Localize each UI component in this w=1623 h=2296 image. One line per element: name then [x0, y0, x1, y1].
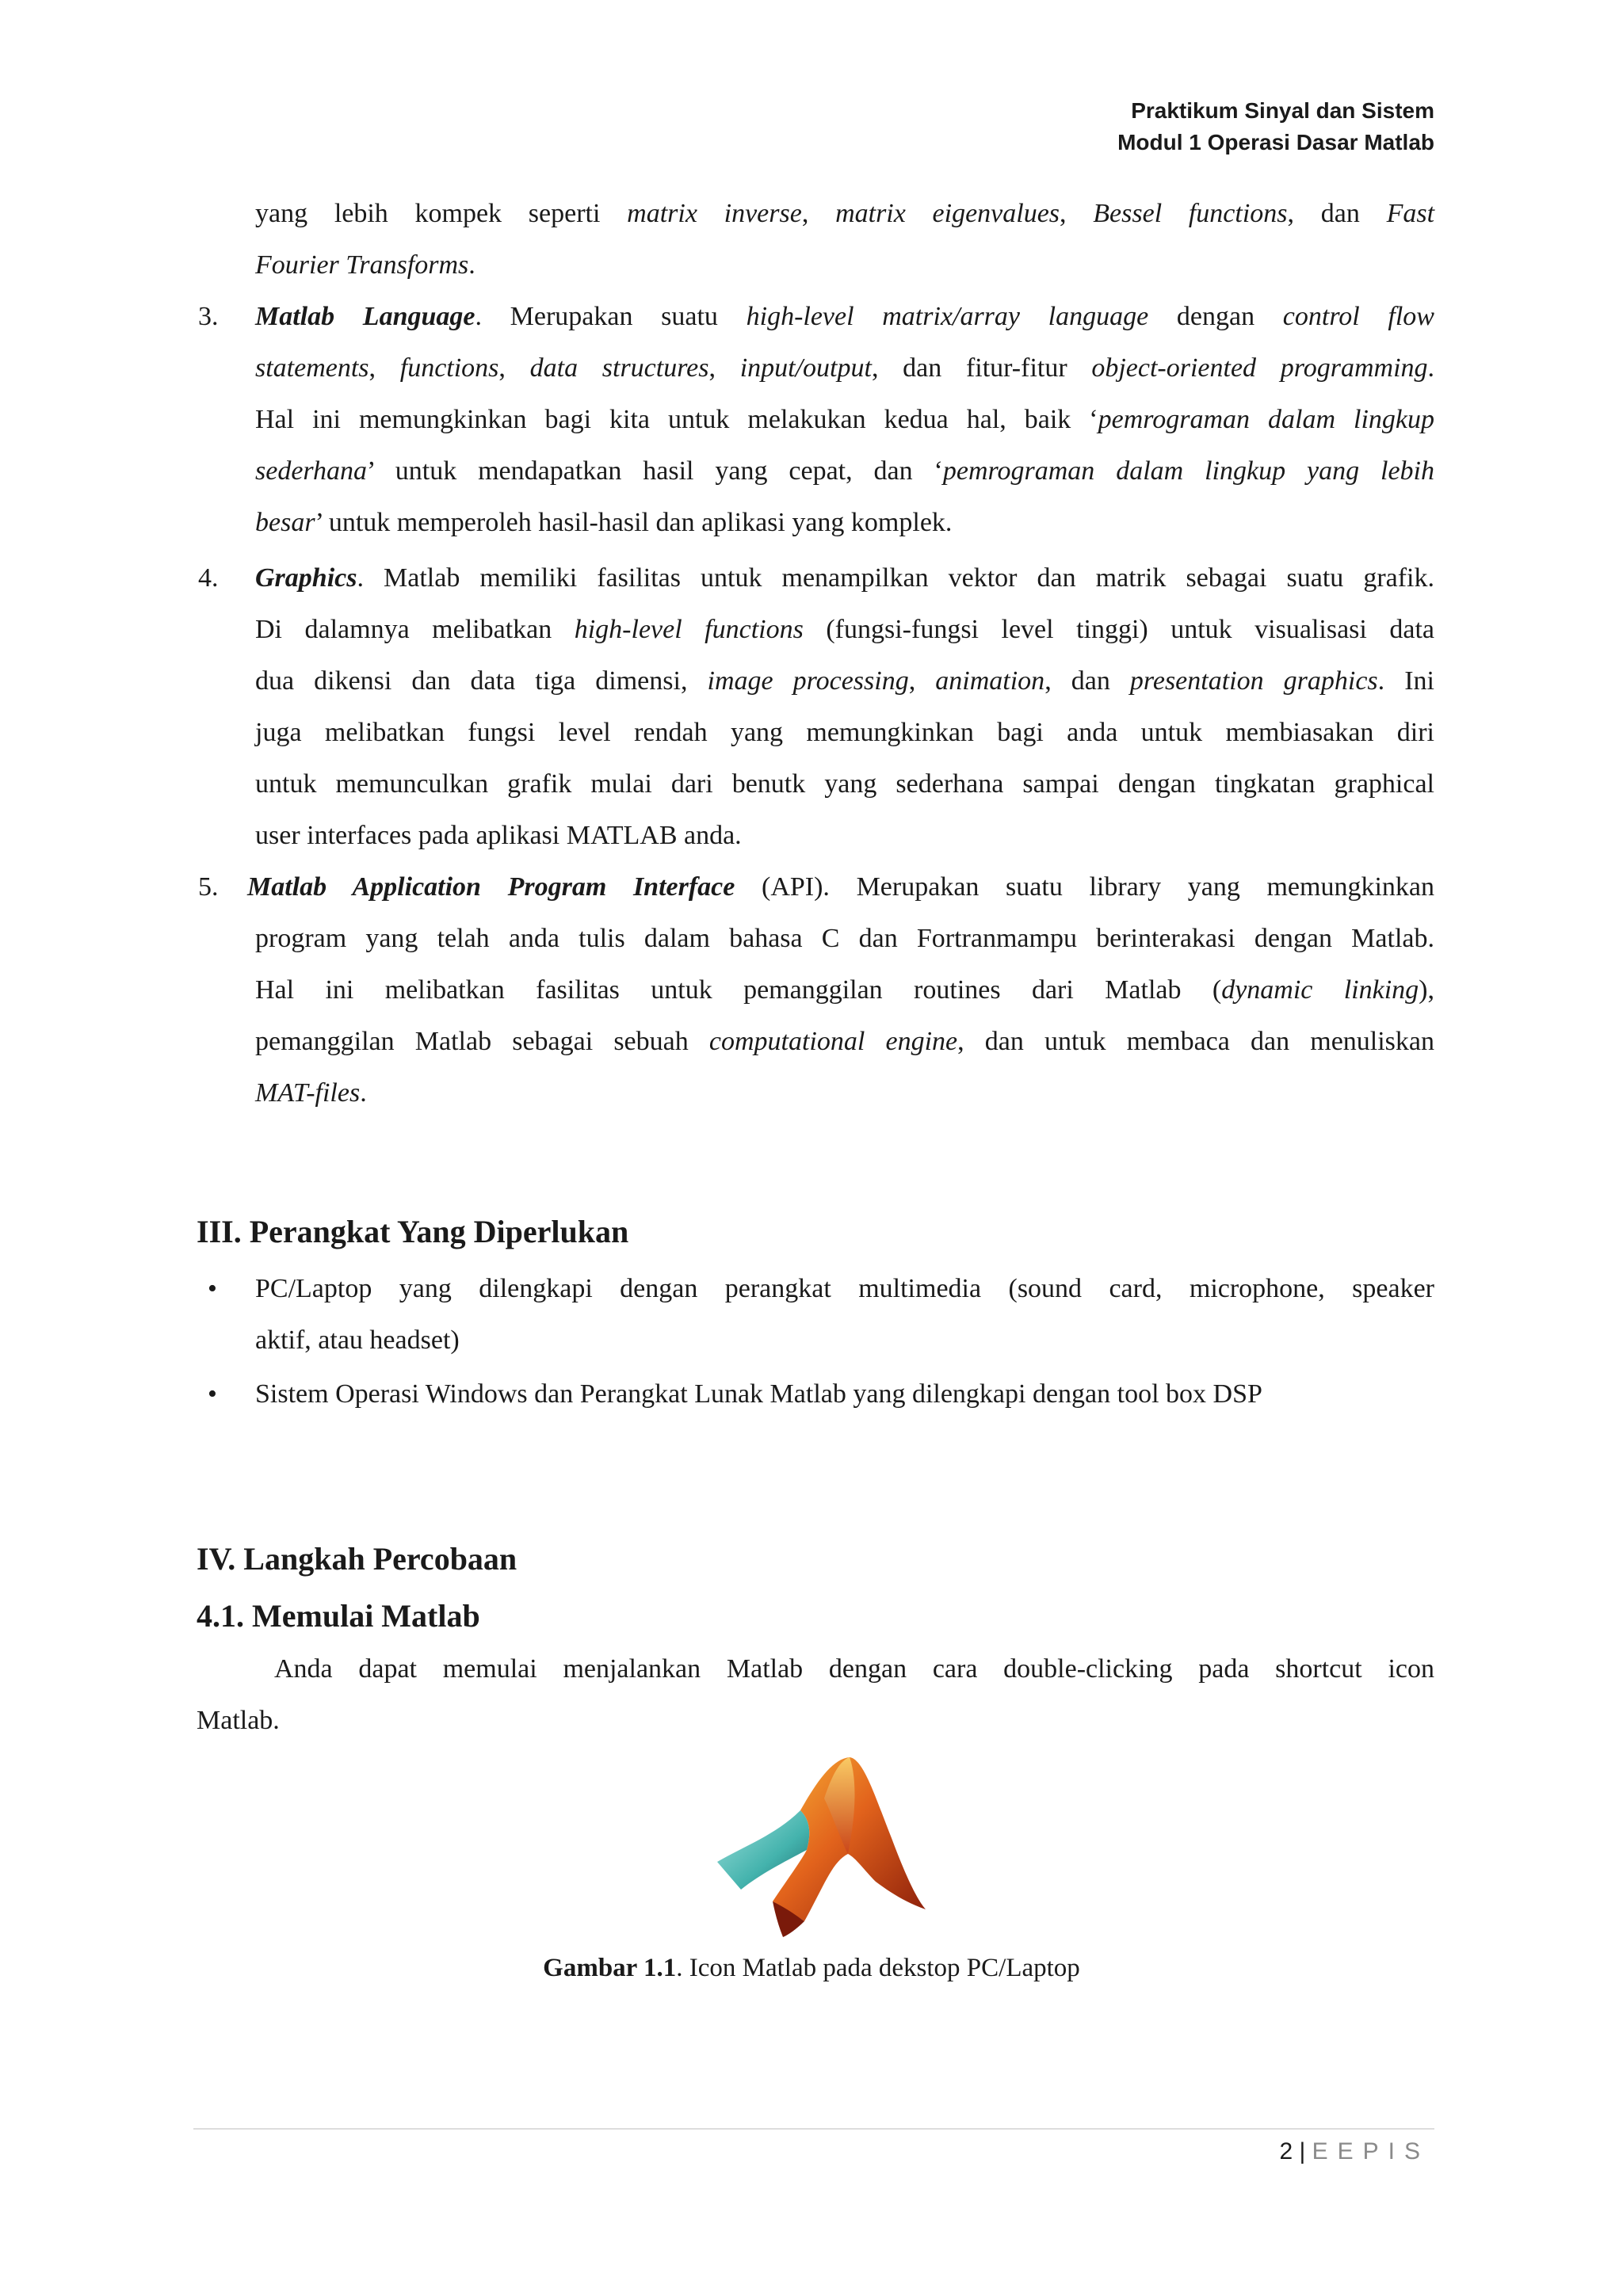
- paragraph-line: Anda dapat memulai menjalankan Matlab dengan cara double-clicking pada shortcut icon: [274, 1654, 1434, 1684]
- footer-divider: [193, 2128, 1434, 2130]
- matlab-logo-icon: [713, 1751, 927, 1941]
- list-number: 5.: [198, 872, 219, 902]
- paragraph-line: yang lebih kompek seperti matrix inverse, matrix eigenvalues, Bessel functions, dan Fast: [255, 199, 1435, 228]
- paragraph-line: user interfaces pada aplikasi MATLAB anda.: [255, 821, 742, 850]
- paragraph-line: program yang telah anda tulis dalam bahasa C dan Fortranmampu berinterakasi dengan Matlab.: [255, 924, 1434, 953]
- bullet-item-line: aktif, atau headset): [255, 1325, 460, 1355]
- paragraph-line: untuk memunculkan grafik mulai dari benutk yang sederhana sampai dengan tingkatan graphical: [255, 769, 1434, 799]
- bullet-icon: •: [208, 1274, 217, 1303]
- section-heading-perangkat: III. Perangkat Yang Diperlukan: [197, 1214, 629, 1249]
- paragraph-line: Hal ini memungkinkan bagi kita untuk melakukan kedua hal, baik ‘pemrograman dalam lingkup: [255, 405, 1434, 434]
- paragraph-line: pemanggilan Matlab sebagai sebuah computational engine, dan untuk membaca dan menuliskan: [255, 1027, 1435, 1056]
- paragraph-line: Di dalamnya melibatkan high-level functions (fungsi-fungsi level tinggi) untuk visualisasi data: [255, 615, 1434, 644]
- bullet-item-line: PC/Laptop yang dilengkapi dengan perangkat multimedia (sound card, microphone, speaker: [255, 1274, 1434, 1303]
- paragraph-line: sederhana’ untuk mendapatkan hasil yang cepat, dan ‘pemrograman dalam lingkup yang lebih: [255, 456, 1434, 486]
- list-number: 3.: [198, 302, 219, 331]
- footer-org: EEPIS: [1312, 2138, 1430, 2164]
- paragraph-line: Fourier Transforms.: [255, 250, 475, 280]
- subsection-heading-memulai: 4.1. Memulai Matlab: [197, 1598, 480, 1634]
- section-heading-langkah: IV. Langkah Percobaan: [197, 1541, 517, 1577]
- figure-caption: Gambar 1.1. Icon Matlab pada dekstop PC/Laptop: [543, 1954, 1080, 1982]
- paragraph-line: Matlab.: [197, 1706, 280, 1735]
- paragraph-line: juga melibatkan fungsi level rendah yang memungkinkan bagi anda untuk membiasakan diri: [255, 718, 1434, 747]
- list-item-matlab-language: Matlab Language. Merupakan suatu high-level matrix/array language dengan control flow: [255, 302, 1434, 331]
- paragraph-line: Hal ini melibatkan fasilitas untuk pemanggilan routines dari Matlab (dynamic linking),: [255, 975, 1434, 1005]
- bullet-item-line: Sistem Operasi Windows dan Perangkat Lunak Matlab yang dilengkapi dengan tool box DSP: [255, 1379, 1262, 1409]
- paragraph-line: besar’ untuk memperoleh hasil-hasil dan aplikasi yang komplek.: [255, 508, 953, 537]
- page-footer: [1279, 2136, 1430, 2168]
- paragraph-line: dua dikensi dan data tiga dimensi, image processing, animation, dan presentation graphics. Ini: [255, 666, 1434, 696]
- list-item-graphics: Graphics. Matlab memiliki fasilitas untuk menampilkan vektor dan matrik sebagai suatu grafik.: [255, 563, 1434, 593]
- paragraph-line: MAT-files.: [255, 1078, 367, 1108]
- header-course: Praktikum Sinyal dan Sistem: [1131, 98, 1434, 123]
- page-number: 2 |: [1279, 2138, 1312, 2164]
- list-item-api: Matlab Application Program Interface (API). Merupakan suatu library yang memungkinkan: [247, 872, 1434, 902]
- header-module: Modul 1 Operasi Dasar Matlab: [1117, 130, 1434, 154]
- bullet-icon: •: [208, 1379, 217, 1409]
- paragraph-line: statements, functions, data structures, input/output, dan fitur-fitur object-oriented programming.: [255, 353, 1435, 383]
- list-number: 4.: [198, 563, 219, 593]
